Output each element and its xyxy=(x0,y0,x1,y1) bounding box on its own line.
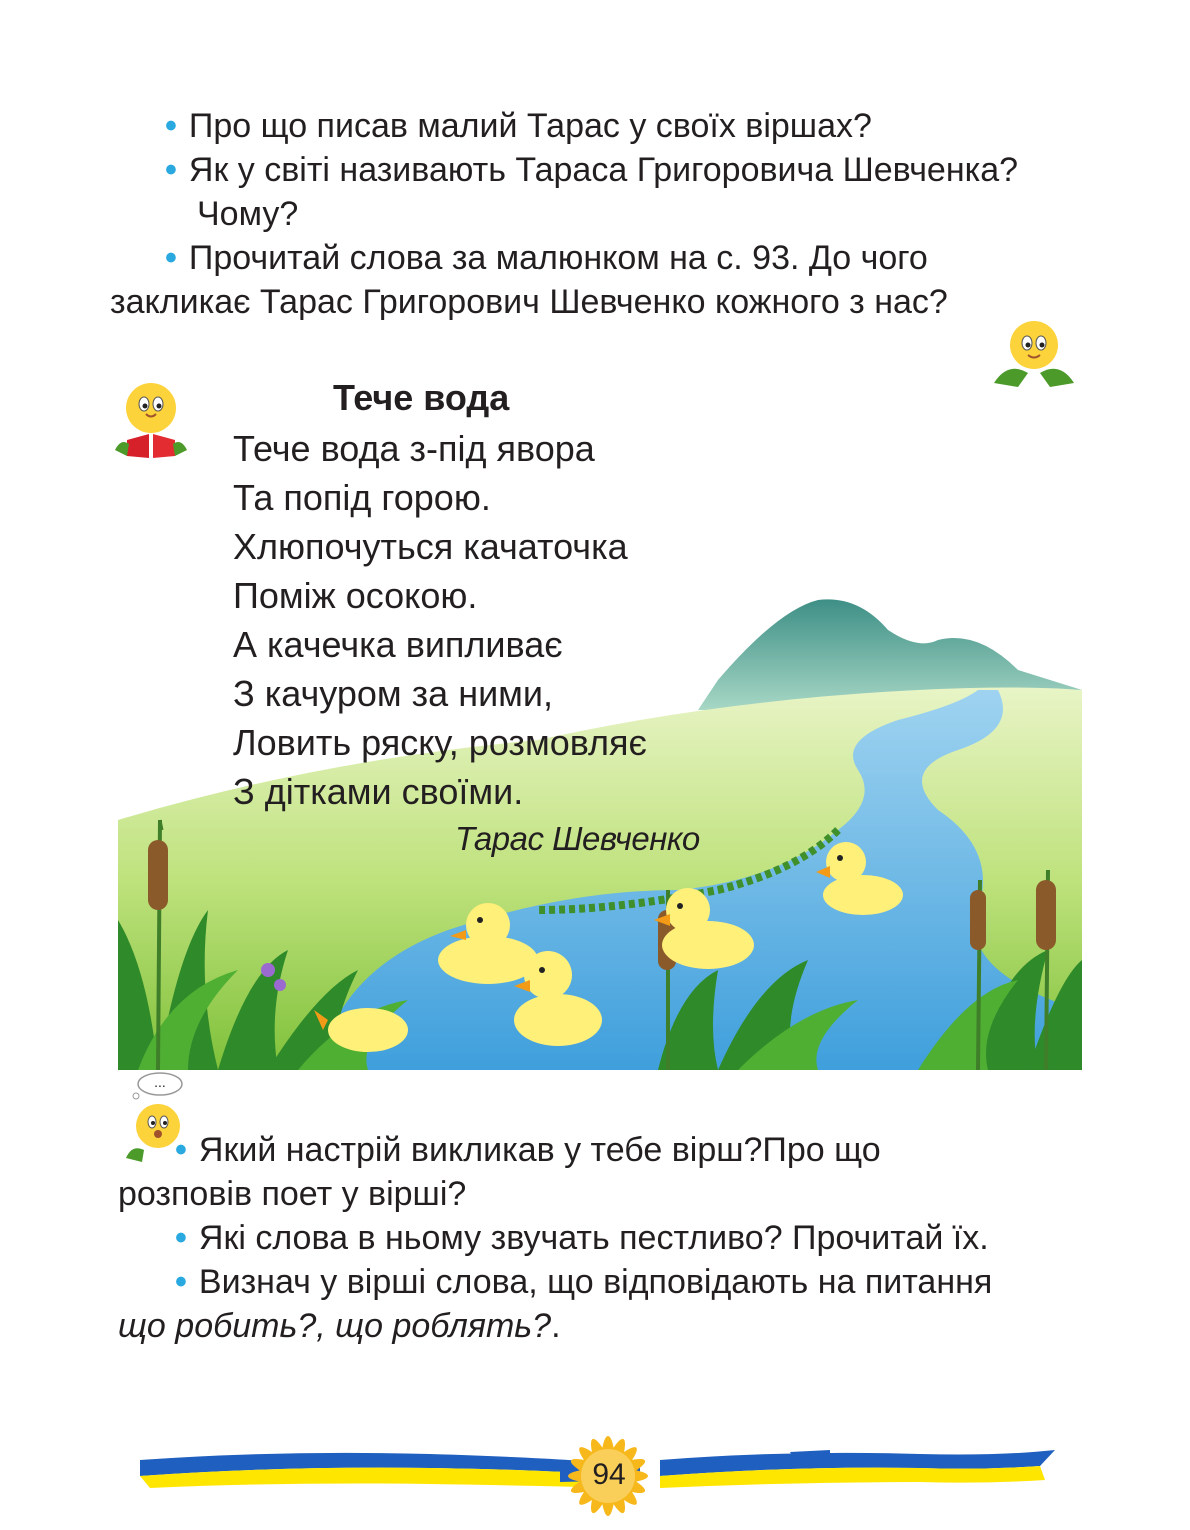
bullet-icon: • xyxy=(175,1219,187,1257)
poem-title: Тече вода xyxy=(333,377,510,418)
question-6: • Визнач у вірші слова, що відповідають на питання xyxy=(175,1263,993,1301)
bullet-icon: • xyxy=(175,1131,187,1169)
question-1: • Про що писав малий Тарас у своїх віршах? xyxy=(165,107,872,145)
bullet-icon: • xyxy=(175,1263,187,1301)
question-2-cont: Чому? xyxy=(197,195,299,233)
bullet-icon: • xyxy=(165,151,177,189)
question-4: • Який настрій викликав у тебе вірш?Про що xyxy=(175,1131,881,1169)
bullet-icon: • xyxy=(165,107,177,145)
thought-bubble-text: ... xyxy=(154,1074,166,1090)
poem-line: Хлюпочуться качаточка xyxy=(233,526,628,567)
page-number: 94 xyxy=(592,1458,626,1491)
bullet-icon: • xyxy=(165,239,177,277)
poem-line: Ловить ряску, розмовляє xyxy=(233,722,647,763)
question-6-cont: що робить?, що роблять?. xyxy=(118,1307,561,1345)
question-4-cont: розповів поет у вірші? xyxy=(118,1175,467,1213)
poem-line: З дітками своїми. xyxy=(233,771,524,812)
poem-line: Та попід горою. xyxy=(233,477,491,518)
poem-line: Поміж осокою. xyxy=(233,575,478,616)
poem-author: Тарас Шевченко xyxy=(455,820,700,857)
sunflower-icon xyxy=(988,303,1080,389)
question-5: • Які слова в ньому звучать пестливо? Прочитай їх. xyxy=(175,1219,989,1257)
poem-line: Тече вода з-під явора xyxy=(233,428,595,469)
question-2: • Як у світі називають Тараса Григоровича Шевченка? xyxy=(165,151,1019,189)
reading-sunflower-icon xyxy=(105,368,197,460)
poem-line: А качечка випливає xyxy=(233,624,563,665)
question-3-cont: закликає Тарас Григорович Шевченко кожного з нас? xyxy=(110,283,948,321)
poem-line: З качуром за ними, xyxy=(233,673,554,714)
question-3: • Прочитай слова за малюнком на с. 93. До чого xyxy=(165,239,928,277)
